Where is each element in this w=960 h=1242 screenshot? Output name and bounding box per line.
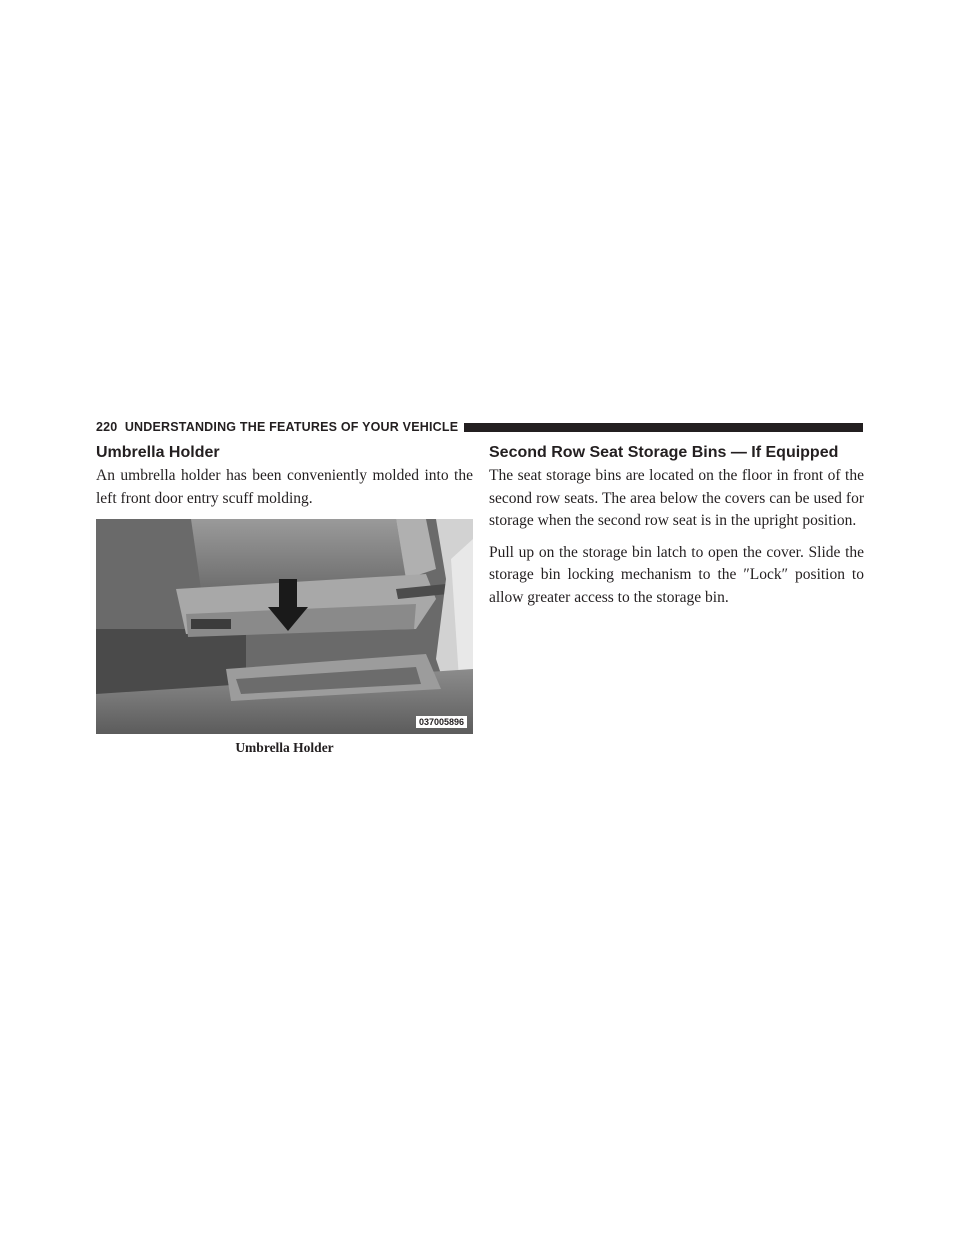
umbrella-holder-heading: Umbrella Holder bbox=[96, 444, 220, 461]
storage-bins-paragraph-2: Pull up on the storage bin latch to open the cover. Slide the storage bin locking mechanism to the ″Lock″ position to allow greater access to the storage bin. bbox=[489, 543, 864, 606]
page-header bbox=[96, 419, 863, 435]
seat-photo-illustration bbox=[96, 519, 473, 734]
figure-id: 037005896 bbox=[416, 716, 467, 728]
right-column bbox=[489, 443, 864, 618]
umbrella-holder-paragraph: An umbrella holder has been conveniently molded into the left front door entry scuff molding. bbox=[96, 467, 473, 507]
storage-bins-heading: Second Row Seat Storage Bins — If Equipped bbox=[489, 444, 839, 461]
figure-caption: Umbrella Holder bbox=[235, 740, 334, 755]
left-column bbox=[96, 443, 473, 756]
page-header-text bbox=[96, 420, 458, 434]
section-title: UNDERSTANDING THE FEATURES OF YOUR VEHICLE bbox=[124, 420, 459, 434]
storage-bins-paragraph-1: The seat storage bins are located on the floor in front of the second row seats. The area below the covers can be used for storage when the second row seat is in the upright position. bbox=[489, 467, 864, 529]
header-rule bbox=[464, 423, 863, 432]
page-number: 220 bbox=[96, 420, 118, 434]
umbrella-holder-photo bbox=[96, 519, 473, 734]
